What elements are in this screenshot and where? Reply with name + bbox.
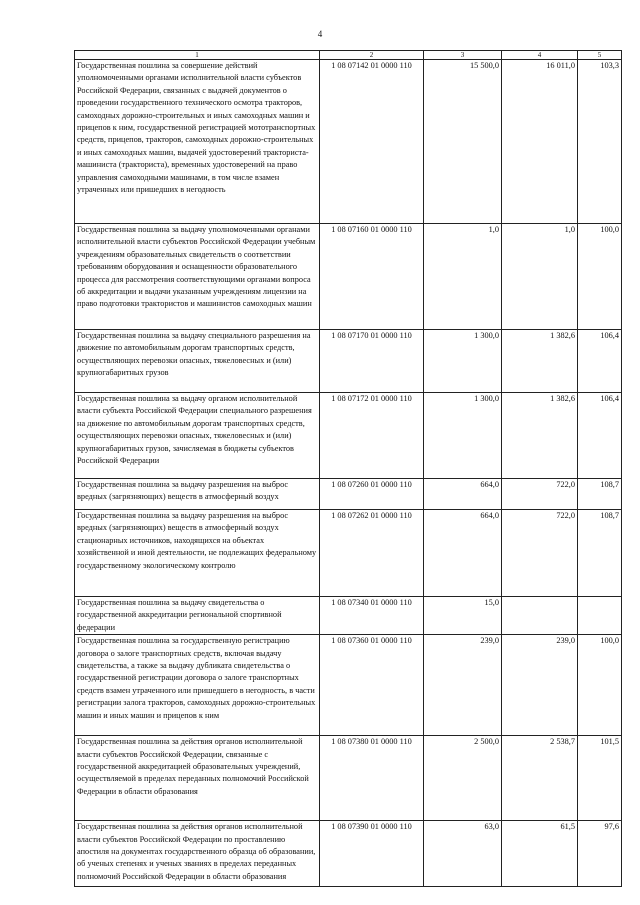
execution-percent-cell: 108,7 [578,510,622,597]
actual-value-cell: 2 538,7 [502,736,578,821]
execution-percent-cell: 106,4 [578,330,622,393]
budget-code-cell: 1 08 07172 01 0000 110 [320,393,424,479]
table-row [75,597,622,635]
budget-code-cell: 1 08 07262 01 0000 110 [320,510,424,597]
revenue-name-cell: Государственная пошлина за выдачу свидетельства о государственной аккредитации региональной спортивной федерации [75,597,320,635]
column-number: 5 [578,51,622,60]
budget-code-cell: 1 08 07390 01 0000 110 [320,821,424,887]
revenue-name-cell: Государственная пошлина за государственную регистрацию договора о залоге транспортных средств, включая выдачу свидетельства, а также за выдачу дубликата свидетельства о государственной регистрации договора о залоге транспортных средств взамен утраченного или пришедшего в негодность, в части регистрации залога тракторов, самоходных дорожно-строительных машин и иных машин и прицепов к ним [75,635,320,736]
budget-code-cell: 1 08 07380 01 0000 110 [320,736,424,821]
revenue-name-cell: Государственная пошлина за выдачу разрешения на выброс вредных (загрязняющих) веществ в атмосферный воздух стационарных источников, находящихся на объектах хозяйственной и иной деятельности, не подлежащих федеральному государственному экологическому контролю [75,510,320,597]
table-row [75,224,622,330]
execution-percent-cell: 97,6 [578,821,622,887]
budget-code-cell: 1 08 07142 01 0000 110 [320,60,424,224]
actual-value-cell: 722,0 [502,510,578,597]
budget-code-cell: 1 08 07160 01 0000 110 [320,224,424,330]
execution-percent-cell [578,597,622,635]
actual-value-cell: 239,0 [502,635,578,736]
budget-code-cell: 1 08 07360 01 0000 110 [320,635,424,736]
plan-value-cell: 1 300,0 [424,393,502,479]
table-row [75,330,622,393]
actual-value-cell: 1,0 [502,224,578,330]
actual-value-cell: 722,0 [502,479,578,510]
plan-value-cell: 63,0 [424,821,502,887]
column-number-row [75,51,622,60]
page-number: 4 [317,29,323,39]
table-row [75,479,622,510]
budget-code-cell: 1 08 07170 01 0000 110 [320,330,424,393]
table-row [75,635,622,736]
plan-value-cell: 2 500,0 [424,736,502,821]
execution-percent-cell: 100,0 [578,224,622,330]
revenue-name-cell: Государственная пошлина за совершение действий уполномоченными органами исполнительной власти субъектов Российской Федерации, связанных с выдачей документов о проведении государственного технического осмотра тракторов, самоходных дорожно-строительных и иных самоходных машин и прицепов к ним, государственной регистрацией мототранспортных средств, прицепов, тракторов, самоходных дорожно-строительных и иных самоходных машин, выдачей удостоверений тракториста-машиниста (тракториста), временных удостоверений на право управления самоходными машинами, в том числе взамен утраченных или пришедших в негодность [75,60,320,224]
execution-percent-cell: 101,5 [578,736,622,821]
revenue-name-cell: Государственная пошлина за выдачу разрешения на выброс вредных (загрязняющих) веществ в атмосферный воздух [75,479,320,510]
actual-value-cell: 16 011,0 [502,60,578,224]
revenue-name-cell: Государственная пошлина за действия органов исполнительной власти субъектов Российской Федерации по проставлению апостиля на документах государственного образца об образовании, об ученых степенях и ученых званиях в пределах переданных полномочий Российской Федерации в области образования [75,821,320,887]
plan-value-cell: 1,0 [424,224,502,330]
column-number: 3 [424,51,502,60]
plan-value-cell: 239,0 [424,635,502,736]
table-row [75,393,622,479]
plan-value-cell: 664,0 [424,479,502,510]
table-row [75,510,622,597]
actual-value-cell [502,597,578,635]
table-row [75,821,622,887]
column-number: 1 [75,51,320,60]
execution-percent-cell: 108,7 [578,479,622,510]
revenue-name-cell: Государственная пошлина за действия органов исполнительной власти субъектов Российской Федерации, связанные с государственной аккредитацией образовательных учреждений, осуществляемой в пределах переданных полномочий Российской Федерации в области образования [75,736,320,821]
column-number: 2 [320,51,424,60]
budget-code-cell: 1 08 07260 01 0000 110 [320,479,424,510]
revenue-table [74,50,622,887]
column-number: 4 [502,51,578,60]
plan-value-cell: 15,0 [424,597,502,635]
plan-value-cell: 1 300,0 [424,330,502,393]
table-row [75,60,622,224]
execution-percent-cell: 106,4 [578,393,622,479]
revenue-name-cell: Государственная пошлина за выдачу органом исполнительной власти субъекта Российской Федерации специального разрешения на движение по автомобильным дорогам транспортных средств, осуществляющих перевозки опасных, тяжеловесных и (или) крупногабаритных грузов, зачисляемая в бюджеты субъектов Российской Федерации [75,393,320,479]
plan-value-cell: 664,0 [424,510,502,597]
budget-code-cell: 1 08 07340 01 0000 110 [320,597,424,635]
execution-percent-cell: 103,3 [578,60,622,224]
actual-value-cell: 1 382,6 [502,393,578,479]
actual-value-cell: 61,5 [502,821,578,887]
table-row [75,736,622,821]
revenue-name-cell: Государственная пошлина за выдачу специального разрешения на движение по автомобильным дорогам транспортных средств, осуществляющих перевозки опасных, тяжеловесных и (или) крупногабаритных грузов [75,330,320,393]
actual-value-cell: 1 382,6 [502,330,578,393]
revenue-name-cell: Государственная пошлина за выдачу уполномоченными органами исполнительной власти субъектов Российской Федерации учебным учреждениям образовательных свидетельств о соответствии требованиям оборудования и оснащенности образовательного процесса для рассмотрения соответствующими органами вопроса об аккредитации и выдачи указанным учреждениям лицензии на право подготовки трактористов и машинистов самоходных машин [75,224,320,330]
execution-percent-cell: 100,0 [578,635,622,736]
plan-value-cell: 15 500,0 [424,60,502,224]
